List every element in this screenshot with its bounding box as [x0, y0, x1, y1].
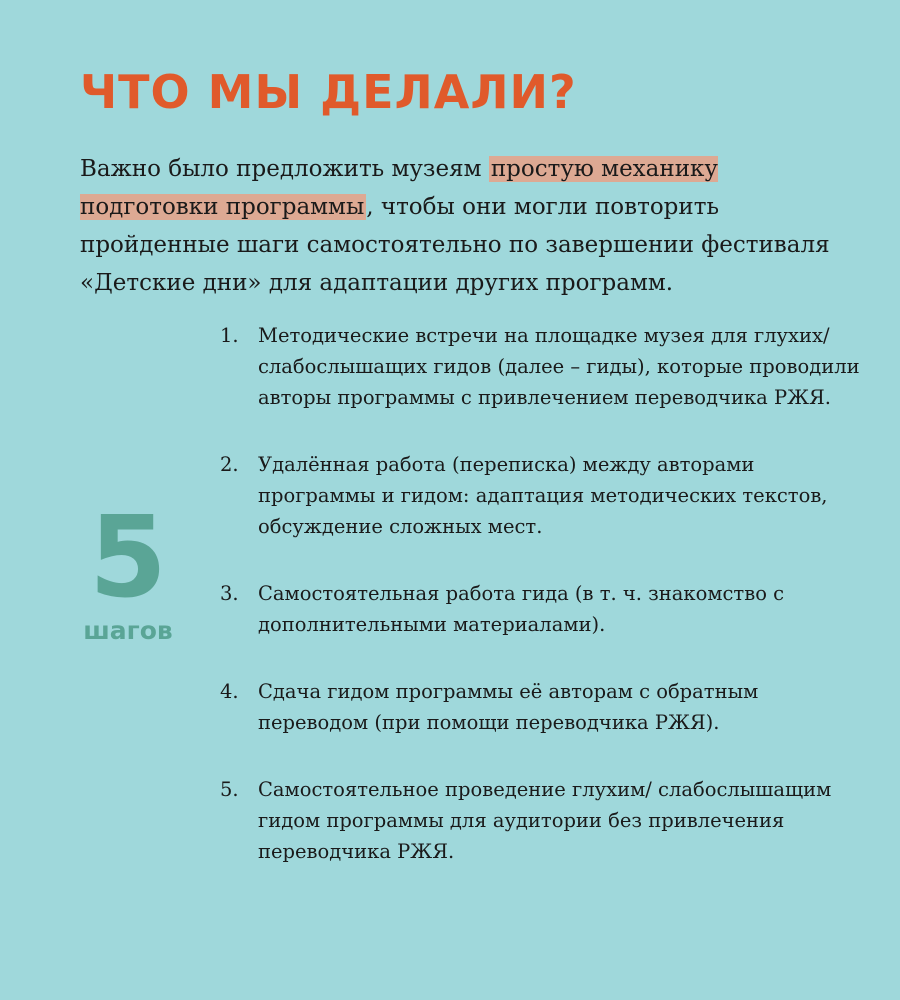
intro-text-end: , чтобы они могли повторить пройденные шаги самостоятельно по завершении фестиваля «Детские дни» для адаптации других программ.	[80, 194, 830, 296]
step-text: Сдача гидом программы её авторам с обратным переводом (при помощи переводчика РЖЯ).	[258, 680, 759, 734]
intro-text-start: Важно было предложить музеям	[80, 156, 489, 182]
step-item-1	[220, 320, 860, 413]
step-text: Самостоятельное проведение глухим/ слабослышащим гидом программы для аудитории без привлечения переводчика РЖЯ.	[258, 778, 832, 863]
step-text: Удалённая работа (переписка) между авторами программы и гидом: адаптация методических текстов, обсуждение сложных мест.	[258, 453, 828, 538]
step-number: 3.	[220, 582, 239, 605]
intro-paragraph	[80, 150, 840, 302]
step-text: Методические встречи на площадке музея для глухих/слабослышащих гидов (далее – гиды), которые проводили авторы программы с привлечением переводчика РЖЯ.	[258, 324, 860, 409]
step-text: Самостоятельная работа гида (в т. ч. знакомство с дополнительными материалами).	[258, 582, 785, 636]
steps-count-number: 5	[89, 493, 167, 623]
step-item-2	[220, 449, 860, 542]
step-number: 2.	[220, 453, 239, 476]
steps-list	[220, 320, 860, 903]
steps-count-caption: шагов	[83, 616, 173, 645]
step-number: 4.	[220, 680, 239, 703]
step-item-5	[220, 774, 860, 867]
step-number: 5.	[220, 778, 239, 801]
step-item-3	[220, 578, 860, 640]
page-title: ЧТО МЫ ДЕЛАЛИ?	[80, 65, 577, 119]
intro-highlight: простую механику подготовки программы	[80, 156, 718, 220]
step-item-4	[220, 676, 860, 738]
step-number: 1.	[220, 324, 239, 347]
